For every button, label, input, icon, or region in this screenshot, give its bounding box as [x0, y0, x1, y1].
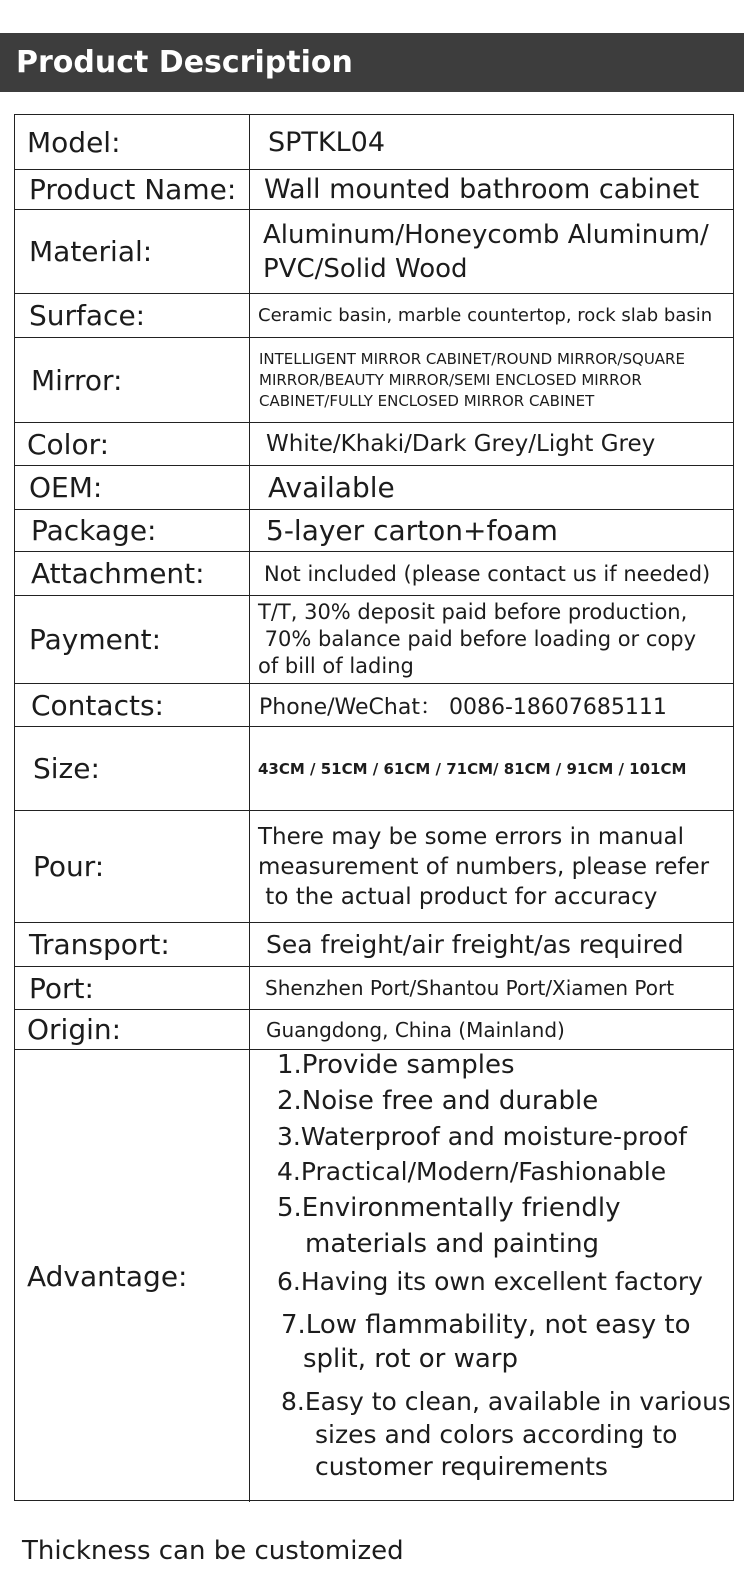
pour-line: measurement of numbers, please refer [258, 853, 710, 880]
advantage-item: 6.Having its own excellent factory [277, 1267, 703, 1296]
payment-value [258, 596, 729, 683]
port-label: Port: [29, 971, 94, 1005]
spec-row-origin [15, 1010, 733, 1050]
spec-row-product-name [15, 170, 733, 210]
port-value: Shenzhen Port/Shantou Port/Xiamen Port [265, 976, 675, 1000]
advantage-item: 7.Low flammability, not easy to [281, 1310, 691, 1340]
mirror-line: INTELLIGENT MIRROR CABINET/ROUND MIRROR/SQUARE [259, 349, 685, 368]
spec-row-port [15, 967, 733, 1010]
advantage-item: 1.Provide samples [277, 1050, 515, 1080]
mirror-value [259, 338, 729, 422]
payment-line: of bill of lading [258, 654, 414, 678]
material-line: PVC/Solid Wood [263, 253, 468, 284]
advantage-item: sizes and colors according to [315, 1420, 678, 1449]
advantage-label: Advantage: [27, 1259, 188, 1293]
spec-row-mirror [15, 338, 733, 423]
spec-row-contacts [15, 684, 733, 727]
contacts-value: Phone/WeChat： 0086-18607685111 [259, 694, 667, 720]
material-label: Material: [29, 235, 153, 268]
oem-label: OEM: [29, 471, 103, 504]
product-name-value: Wall mounted bathroom cabinet [264, 174, 700, 205]
pour-line: to the actual product for accuracy [258, 883, 658, 910]
package-value: 5-layer carton+foam [266, 514, 558, 547]
spec-row-transport [15, 923, 733, 967]
advantage-item: 8.Easy to clean, available in various [281, 1387, 731, 1416]
size-value: 43CM / 51CM / 61CM / 71CM/ 81CM / 91CM / 101CM [258, 759, 687, 778]
payment-label: Payment: [29, 623, 162, 656]
surface-value: Ceramic basin, marble countertop, rock slab basin [258, 305, 713, 326]
spec-row-payment [15, 596, 733, 684]
attachment-value: Not included (please contact us if needed) [264, 561, 711, 586]
pour-label: Pour: [33, 850, 105, 883]
mirror-label: Mirror: [31, 363, 123, 397]
spec-row-attachment [15, 552, 733, 596]
spec-row-size [15, 727, 733, 811]
advantage-item: 5.Environmentally friendly [277, 1193, 621, 1223]
advantage-item: 3.Waterproof and moisture-proof [277, 1122, 688, 1151]
spec-row-oem [15, 466, 733, 510]
transport-value: Sea freight/air freight/as required [266, 930, 684, 959]
payment-line: T/T, 30% deposit paid before production, [258, 600, 688, 624]
advantage-item: split, rot or warp [303, 1344, 518, 1374]
section-title: Product Description [16, 45, 353, 80]
size-label: Size: [33, 752, 100, 785]
spec-row-model [15, 115, 733, 170]
transport-label: Transport: [29, 928, 170, 961]
payment-line: 70% balance paid before loading or copy [258, 627, 697, 651]
spec-row-surface [15, 294, 733, 338]
advantage-item: 4.Practical/Modern/Fashionable [277, 1157, 667, 1186]
surface-label: Surface: [29, 299, 146, 332]
spec-row-pour [15, 811, 733, 923]
attachment-label: Attachment: [31, 557, 205, 590]
spec-row-color [15, 423, 733, 466]
spec-row-advantage [15, 1050, 733, 1502]
origin-label: Origin: [27, 1013, 122, 1046]
spec-row-material [15, 210, 733, 294]
color-value: White/Khaki/Dark Grey/Light Grey [266, 431, 656, 457]
material-value [263, 210, 729, 293]
package-label: Package: [31, 514, 157, 547]
pour-value [258, 811, 729, 922]
model-label: Model: [27, 125, 121, 159]
pour-line: There may be some errors in manual [258, 823, 684, 850]
material-line: Aluminum/Honeycomb Aluminum/ [263, 219, 709, 250]
mirror-line: MIRROR/BEAUTY MIRROR/SEMI ENCLOSED MIRROR [259, 370, 642, 389]
footer-note: Thickness can be customized [22, 1536, 404, 1566]
product-name-label: Product Name: [29, 173, 237, 206]
advantage-item: materials and painting [305, 1229, 600, 1259]
color-label: Color: [27, 427, 110, 461]
model-value: SPTKL04 [268, 126, 386, 158]
oem-value: Available [268, 471, 395, 504]
contacts-label: Contacts: [31, 688, 164, 722]
mirror-line: CABINET/FULLY ENCLOSED MIRROR CABINET [259, 391, 595, 410]
origin-value: Guangdong, China (Mainland) [266, 1017, 565, 1042]
section-title-bar [0, 33, 744, 92]
spec-row-package [15, 510, 733, 552]
spec-table [14, 114, 734, 1501]
advantage-item: customer requirements [315, 1452, 608, 1481]
advantage-item: 2.Noise free and durable [277, 1086, 599, 1116]
